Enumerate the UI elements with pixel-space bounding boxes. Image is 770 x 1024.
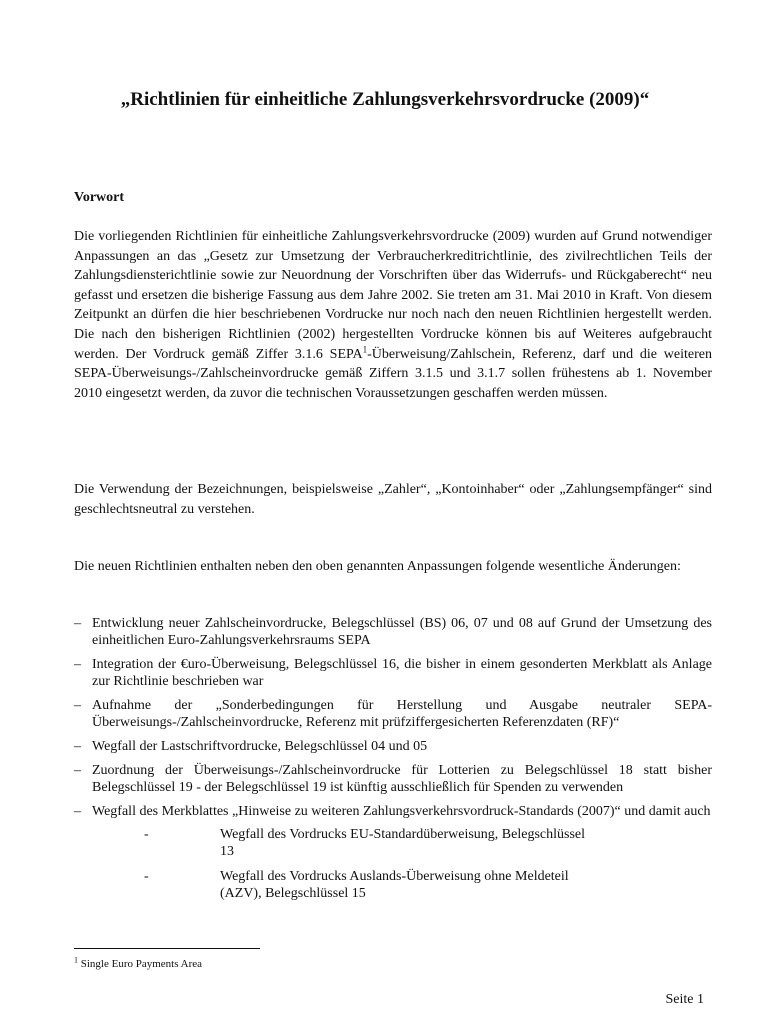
paragraph-intro — [74, 227, 712, 403]
list-item — [74, 697, 712, 731]
list-dash: – — [74, 763, 81, 778]
list-item-text: Wegfall des Merkblattes „Hinweise zu weiteren Zahlungsverkehrsvordruck-Standards (2007)“ und damit auch — [92, 804, 711, 819]
document-title: „Richtlinien für einheitliche Zahlungsverkehrsvordrucke (2009)“ — [120, 89, 650, 110]
list-item — [74, 738, 712, 755]
sub-list-item-text: Wegfall des Vordrucks Auslands-Überweisung ohne Meldeteil (AZV), Belegschlüssel 15 — [220, 869, 569, 901]
footnote-separator — [74, 948, 260, 949]
list-dash: – — [74, 698, 81, 713]
list-item-text: Integration der €uro-Überweisung, Belegschlüssel 16, die bisher in einem gesonderten Merkblatt als Anlage zur Richtlinie beschrieben war — [92, 657, 712, 689]
changes-list — [74, 615, 712, 910]
list-dash: – — [74, 616, 81, 631]
list-dash: – — [74, 739, 81, 754]
list-item — [74, 615, 712, 649]
footnote — [74, 957, 202, 971]
list-dash: – — [74, 804, 81, 819]
paragraph-intro-part2: -Überweisung/Zahlschein, Referenz, darf und die weiteren SEPA-Überweisungs-/Zahlscheinvordrucke gemäß Ziffern 3.1.5 und 3.1.7 sollen frühestens ab 1. November 2010 eingesetzt werden, da zuvor die technischen Voraussetzungen geschaffen werden müssen. — [74, 346, 712, 401]
footnote-text: Single Euro Payments Area — [80, 958, 203, 970]
list-item — [74, 803, 712, 902]
list-item — [74, 762, 712, 796]
list-item-text: Entwicklung neuer Zahlscheinvordrucke, Belegschlüssel (BS) 06, 07 und 08 auf Grund der Umsetzung des einheitlichen Euro-Zahlungsverkehrsraums SEPA — [92, 616, 712, 648]
paragraph-gender-note: Die Verwendung der Bezeichnungen, beispielsweise „Zahler“, „Kontoinhaber“ oder „Zahlungsempfänger“ sind geschlechtsneutral zu verstehen. — [74, 482, 712, 517]
sub-list-item — [144, 826, 600, 860]
list-item — [74, 656, 712, 690]
paragraph-intro-part1: Die vorliegenden Richtlinien für einheitliche Zahlungsverkehrsvordrucke (2009) wurden auf Grund notwendiger Anpassungen an das „Gesetz zur Umsetzung der Verbraucherkreditrichtlinie, des zivilrechtlichen Teils der Zahlungsdiensterichtlinie sowie zur Neuordnung der Vorschriften über das Widerrufs- und Rückgaberecht“ neu gefasst und ersetzen die bisherige Fassung aus dem Jahre 2002. Sie treten am 31. Mai 2010 in Kraft. Von diesem Zeitpunkt an dürfen die hier beschriebenen Vordrucke nur noch nach den neuen Richtlinien hergestellt werden. Die nach den bisherigen Richtlinien (2002) hergestellten Vordrucke können bis auf Weiteres aufgebraucht werden. Der Vordruck gemäß Ziffer 3.1.6 SEPA — [74, 229, 712, 362]
paragraph-changes-intro: Die neuen Richtlinien enthalten neben den oben genannten Anpassungen folgende wesentliche Änderungen: — [74, 559, 681, 574]
list-item-text: Aufnahme der „Sonderbedingungen für Herstellung und Ausgabe neutraler SEPA-Überweisungs-/Zahlscheinvordrucke, Referenz mit prüfziffergesicherten Referenzdaten (RF)“ — [92, 698, 712, 730]
section-heading-vorwort: Vorwort — [74, 190, 125, 205]
page-number: Seite 1 — [665, 992, 704, 1007]
footnote-reference: 1 — [362, 343, 368, 354]
footnote-number: 1 — [74, 955, 78, 965]
sub-list-item — [144, 868, 600, 902]
list-dash: – — [74, 657, 81, 672]
list-item-text: Zuordnung der Überweisungs-/Zahlscheinvordrucke für Lotterien zu Belegschlüssel 18 statt bisher Belegschlüssel 19 - der Belegschlüssel 19 ist künftig ausschließlich für Spenden zu verwenden — [92, 763, 712, 795]
sub-changes-list — [92, 826, 712, 902]
sub-list-item-text: Wegfall des Vordrucks EU-Standardüberweisung, Belegschlüssel 13 — [220, 827, 585, 859]
sub-list-dash: - — [144, 827, 149, 842]
list-item-text: Wegfall der Lastschriftvordrucke, Belegschlüssel 04 und 05 — [92, 739, 428, 754]
sub-list-dash: - — [144, 869, 149, 884]
